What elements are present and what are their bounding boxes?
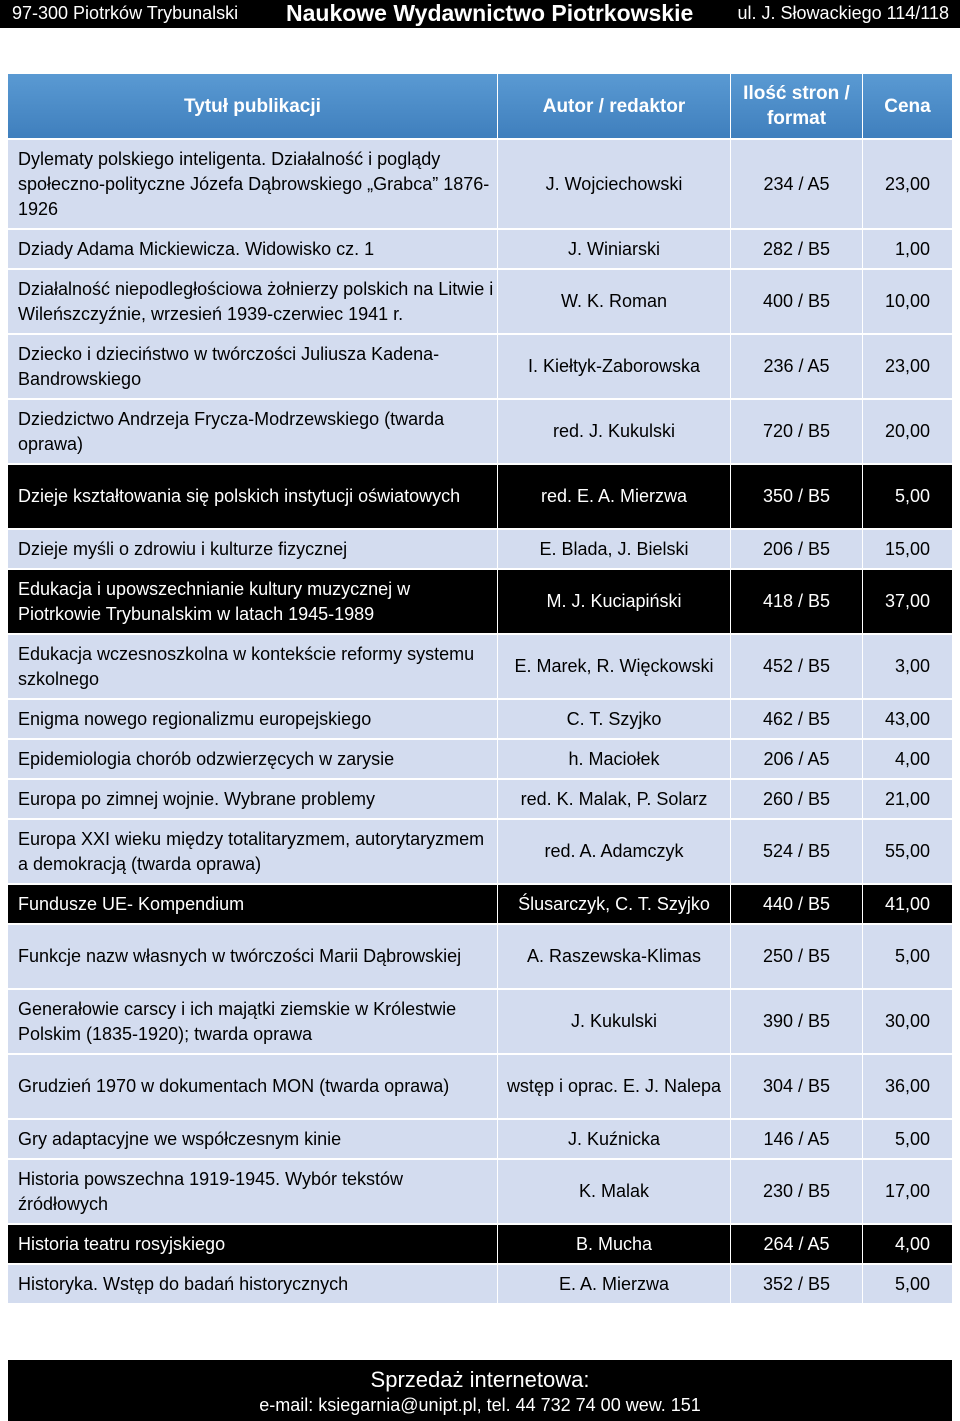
publication-author: J. Kukulski (497, 990, 730, 1053)
column-header-price: Cena (862, 74, 952, 138)
publisher-address: 97-300 Piotrków Trybunalski (12, 3, 239, 23)
publication-author: E. Blada, J. Bielski (497, 530, 730, 568)
publication-pages: 350 / B5 (730, 465, 862, 528)
publication-pages: 304 / B5 (730, 1055, 862, 1118)
publication-pages: 264 / A5 (730, 1225, 862, 1263)
publication-author: red. E. A. Mierzwa (497, 465, 730, 528)
publication-author: A. Raszewska-Klimas (497, 925, 730, 988)
publication-title: Funkcje nazw własnych w twórczości Marii Dąbrowskiej (18, 946, 462, 966)
publication-pages: 206 / A5 (730, 740, 862, 778)
publication-title: Europa po zimnej wojnie. Wybrane problemy (18, 788, 376, 809)
publication-title: Historia powszechna 1919-1945. Wybór tekstów źródłowych (18, 1168, 404, 1214)
publication-title: Dylematy polskiego inteligenta. Działalność i poglądy społeczno-polityczne Józefa Dąbrowskiego „Grabca” 1876-1926 (18, 148, 490, 219)
publication-price: 37,00 (862, 570, 952, 633)
table-row (8, 528, 952, 568)
top-header-bar (0, 0, 960, 28)
table-row (8, 268, 952, 333)
publication-author: M. J. Kuciapiński (497, 570, 730, 633)
publication-author: red. A. Adamczyk (497, 820, 730, 883)
publication-title: Edukacja i upowszechnianie kultury muzycznej w Piotrkowie Trybunalskim w latach 1945-1989 (18, 578, 411, 624)
publication-author: J. Wojciechowski (497, 140, 730, 228)
publication-pages: 418 / B5 (730, 570, 862, 633)
publication-pages: 452 / B5 (730, 635, 862, 698)
publication-author: Ślusarczyk, C. T. Szyjko (497, 885, 730, 923)
footer-contact: e-mail: ksiegarnia@unipt.pl, tel. 44 732 74 00 wew. 151 (259, 1395, 701, 1415)
table-row (8, 398, 952, 463)
publication-title: Grudzień 1970 w dokumentach MON (twarda oprawa) (18, 1076, 450, 1096)
publication-price: 41,00 (862, 885, 952, 923)
table-row (8, 568, 952, 633)
publication-price: 5,00 (862, 1120, 952, 1158)
publication-pages: 250 / B5 (730, 925, 862, 988)
publication-title: Generałowie carscy i ich majątki ziemskie w Królestwie Polskim (1835-1920); twarda oprawa (18, 998, 457, 1044)
publication-price: 10,00 (862, 270, 952, 333)
publication-title: Epidemiologia chorób odzwierzęcych w zarysie (18, 748, 395, 769)
table-row (8, 988, 952, 1053)
footer-heading: Sprzedaż internetowa: (370, 1367, 590, 1392)
table-row (8, 778, 952, 818)
publication-title: Dziedzictwo Andrzeja Frycza-Modrzewskiego (twarda oprawa) (18, 408, 445, 454)
publication-title: Gry adaptacyjne we współczesnym kinie (18, 1128, 342, 1149)
table-row (8, 738, 952, 778)
publication-author: h. Maciołek (497, 740, 730, 778)
publication-author: J. Winiarski (497, 230, 730, 268)
publication-pages: 390 / B5 (730, 990, 862, 1053)
table-row (8, 633, 952, 698)
publication-price: 1,00 (862, 230, 952, 268)
publication-pages: 234 / A5 (730, 140, 862, 228)
publication-author: wstęp i oprac. E. J. Nalepa (497, 1055, 730, 1118)
publication-title: Historia teatru rosyjskiego (18, 1233, 226, 1254)
publication-price: 4,00 (862, 740, 952, 778)
table-row (8, 333, 952, 398)
publisher-street: ul. J. Słowackiego 114/118 (737, 3, 949, 23)
publication-price: 5,00 (862, 1265, 952, 1303)
publication-price: 36,00 (862, 1055, 952, 1118)
publication-price: 5,00 (862, 465, 952, 528)
publication-price: 21,00 (862, 780, 952, 818)
publication-price: 17,00 (862, 1160, 952, 1223)
publication-author: E. Marek, R. Więckowski (497, 635, 730, 698)
publication-price: 23,00 (862, 335, 952, 398)
publication-author: red. K. Malak, P. Solarz (497, 780, 730, 818)
column-header-title: Tytuł publikacji (184, 95, 321, 117)
table-row (8, 1053, 952, 1118)
footer (8, 1362, 952, 1421)
table-row (8, 698, 952, 738)
table-row (8, 228, 952, 268)
publication-pages: 400 / B5 (730, 270, 862, 333)
publication-title: Historyka. Wstęp do badań historycznych (18, 1273, 349, 1294)
publication-price: 43,00 (862, 700, 952, 738)
publication-pages: 440 / B5 (730, 885, 862, 923)
publication-price: 23,00 (862, 140, 952, 228)
column-header-author: Autor / redaktor (497, 74, 730, 138)
publication-title: Dzieje kształtowania się polskich instytucji oświatowych (18, 486, 461, 506)
publication-title: Fundusze UE- Kompendium (18, 893, 245, 914)
publication-title: Europa XXI wieku między totalitaryzmem, autorytaryzmem a demokracją (twarda oprawa) (18, 828, 485, 874)
publication-price: 20,00 (862, 400, 952, 463)
publication-price: 55,00 (862, 820, 952, 883)
table-row (8, 1223, 952, 1263)
publication-title: Edukacja wczesnoszkolna w kontekście reformy systemu szkolnego (18, 643, 475, 689)
publication-pages: 230 / B5 (730, 1160, 862, 1223)
publication-pages: 352 / B5 (730, 1265, 862, 1303)
publication-author: W. K. Roman (497, 270, 730, 333)
publication-author: K. Malak (497, 1160, 730, 1223)
publication-pages: 260 / B5 (730, 780, 862, 818)
publication-pages: 236 / A5 (730, 335, 862, 398)
publication-pages: 720 / B5 (730, 400, 862, 463)
publication-pages: 462 / B5 (730, 700, 862, 738)
publication-pages: 146 / A5 (730, 1120, 862, 1158)
publication-price: 5,00 (862, 925, 952, 988)
publication-pages: 524 / B5 (730, 820, 862, 883)
publication-author: E. A. Mierzwa (497, 1265, 730, 1303)
publication-price: 30,00 (862, 990, 952, 1053)
publications-table (8, 74, 952, 1303)
publication-price: 15,00 (862, 530, 952, 568)
table-row (8, 1118, 952, 1158)
publication-author: J. Kuźnicka (497, 1120, 730, 1158)
publisher-name: Naukowe Wydawnictwo Piotrkowskie (286, 0, 694, 26)
publication-title: Działalność niepodległościowa żołnierzy polskich na Litwie i Wileńszczyźnie, wrzesień 1939-czerwiec 1941 r. (18, 278, 494, 324)
publication-author: I. Kiełtyk-Zaborowska (497, 335, 730, 398)
publication-author: C. T. Szyjko (497, 700, 730, 738)
column-header-pages: Ilość stron / format (730, 74, 862, 138)
publication-title: Dzieje myśli o zdrowiu i kulturze fizycznej (18, 538, 348, 559)
publication-price: 4,00 (862, 1225, 952, 1263)
table-header (8, 74, 952, 138)
publication-author: B. Mucha (497, 1225, 730, 1263)
table-row (8, 463, 952, 528)
publication-price: 3,00 (862, 635, 952, 698)
table-row (8, 923, 952, 988)
table-body (8, 138, 952, 1303)
table-row (8, 1263, 952, 1303)
publication-title: Dziecko i dzieciństwo w twórczości Juliusza Kadena-Bandrowskiego (18, 343, 440, 389)
table-row (8, 818, 952, 883)
publication-pages: 282 / B5 (730, 230, 862, 268)
table-row (8, 1158, 952, 1223)
publication-title: Dziady Adama Mickiewicza. Widowisko cz. 1 (18, 238, 375, 259)
table-row (8, 883, 952, 923)
table-row (8, 138, 952, 228)
publication-author: red. J. Kukulski (497, 400, 730, 463)
publication-pages: 206 / B5 (730, 530, 862, 568)
publication-title: Enigma nowego regionalizmu europejskiego (18, 708, 372, 729)
